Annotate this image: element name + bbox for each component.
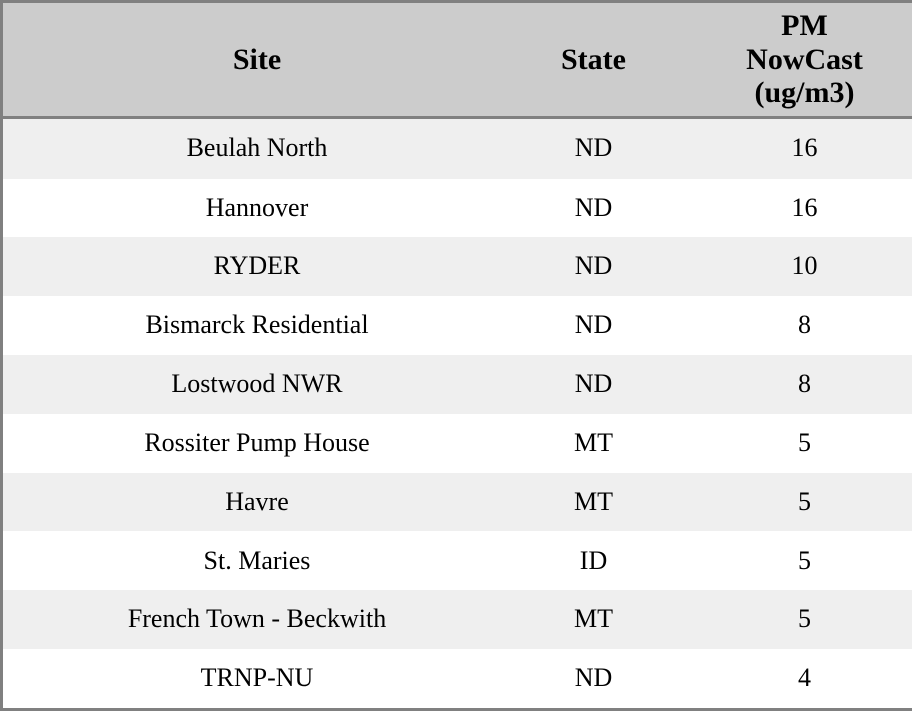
table-row: [3, 237, 912, 296]
table-row: [3, 179, 912, 238]
column-header-pm-line-1: PM: [781, 9, 828, 42]
column-header-state: State: [511, 3, 676, 117]
cell-state: ND: [574, 251, 613, 281]
cell-pm: 5: [798, 486, 811, 516]
cell-site: Beulah North: [186, 133, 328, 163]
table-header: [3, 3, 912, 117]
cell-pm: 5: [798, 427, 811, 457]
table-row: [3, 355, 912, 414]
cell-site: Lostwood NWR: [171, 369, 343, 399]
cell-pm: 16: [791, 133, 818, 163]
cell-site: RYDER: [213, 251, 301, 281]
column-header-pm-line-3: (ug/m3): [754, 76, 855, 110]
cell-pm: 8: [798, 369, 811, 399]
table-header-row: [3, 3, 912, 117]
cell-site: Hannover: [205, 192, 309, 222]
cell-state: ND: [574, 133, 613, 163]
cell-pm: 16: [791, 192, 818, 222]
table-row: [3, 117, 912, 178]
table-row: [3, 590, 912, 649]
cell-site: Rossiter Pump House: [144, 427, 370, 457]
cell-state: MT: [574, 486, 613, 516]
cell-site: St. Maries: [203, 545, 311, 575]
air-quality-table: [3, 3, 912, 708]
cell-site: Havre: [225, 486, 289, 516]
cell-pm: 5: [798, 604, 811, 634]
cell-pm: 4: [798, 663, 811, 693]
cell-state: ND: [574, 663, 613, 693]
cell-state: ND: [574, 369, 613, 399]
table-row: [3, 296, 912, 355]
cell-site: TRNP-NU: [200, 663, 314, 693]
cell-state: ND: [574, 310, 613, 340]
cell-site: Bismarck Residential: [145, 310, 369, 340]
cell-state: ND: [574, 192, 613, 222]
column-header-pm-line-2: NowCast: [746, 42, 863, 76]
table-row: [3, 649, 912, 708]
column-header-pm-nowcast: [676, 3, 912, 117]
table-body: [3, 117, 912, 708]
cell-site: French Town - Beckwith: [127, 604, 387, 634]
table-row: [3, 531, 912, 590]
table-row: [3, 414, 912, 473]
cell-state: MT: [574, 604, 613, 634]
cell-state: ID: [579, 545, 608, 575]
cell-state: MT: [574, 427, 613, 457]
column-header-site: Site: [3, 3, 511, 117]
cell-pm: 10: [791, 251, 818, 281]
cell-pm: 8: [798, 310, 811, 340]
table-row: [3, 473, 912, 532]
cell-pm: 5: [798, 545, 811, 575]
